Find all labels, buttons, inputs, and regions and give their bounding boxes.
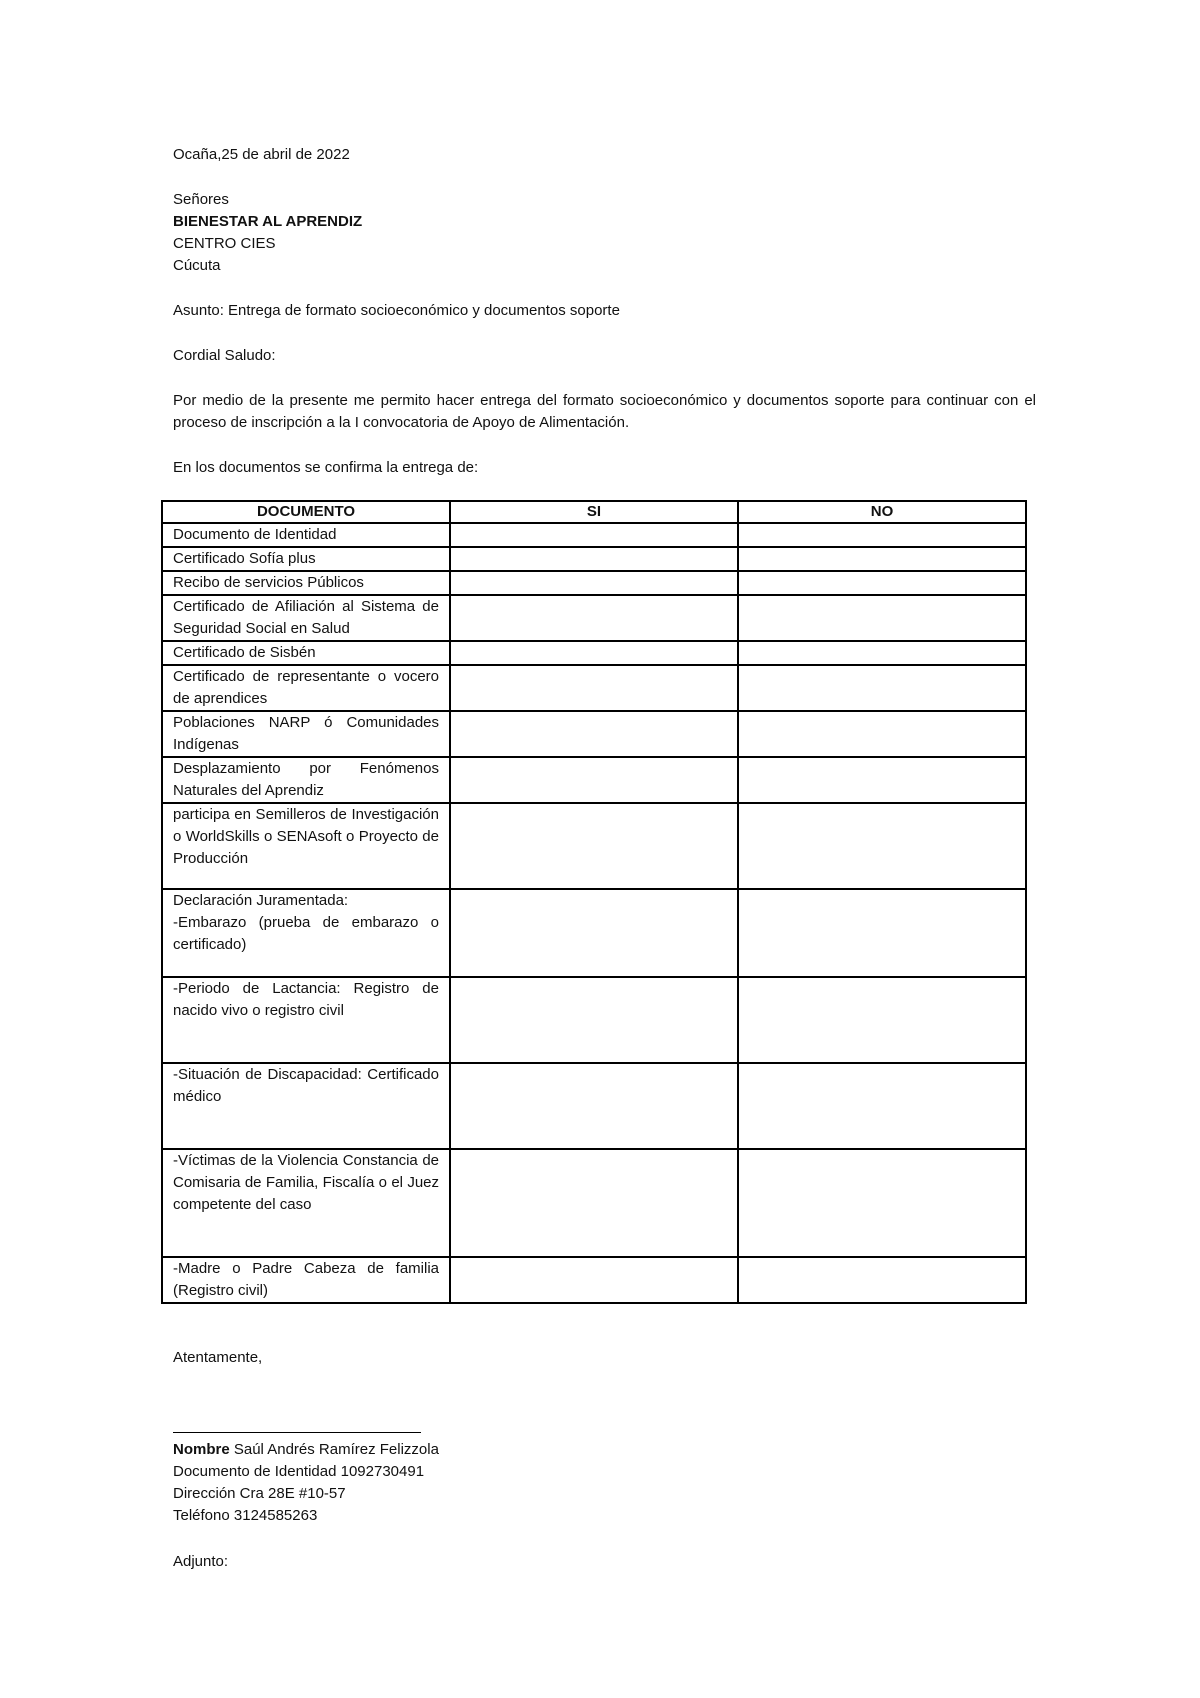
si-cell[interactable] (450, 757, 738, 803)
name-label: Nombre (173, 1441, 230, 1458)
table-row (162, 523, 1026, 547)
si-cell[interactable] (450, 641, 738, 665)
subject-line: Asunto: Entrega de formato socioeconómico y documentos soporte (173, 302, 620, 319)
si-cell[interactable] (450, 523, 738, 547)
table-row (162, 547, 1026, 571)
document-cell: -Víctimas de la Violencia Constancia de Comisaria de Familia, Fiscalía o el Juez competente del caso (162, 1149, 450, 1257)
no-cell[interactable] (738, 1149, 1026, 1257)
header-si: SI (450, 501, 738, 523)
table-row (162, 1149, 1026, 1257)
document-cell: Recibo de servicios Públicos (162, 571, 450, 595)
greeting: Cordial Saludo: (173, 347, 276, 364)
table-row (162, 595, 1026, 641)
no-cell[interactable] (738, 1063, 1026, 1149)
si-cell[interactable] (450, 1063, 738, 1149)
document-cell: Desplazamiento por Fenómenos Naturales del Aprendiz (162, 757, 450, 803)
documents-table (161, 500, 1027, 1304)
no-cell[interactable] (738, 595, 1026, 641)
no-cell[interactable] (738, 757, 1026, 803)
header-no: NO (738, 501, 1026, 523)
si-cell[interactable] (450, 547, 738, 571)
si-cell[interactable] (450, 803, 738, 889)
center-name: CENTRO CIES (173, 235, 276, 252)
table-row (162, 803, 1026, 889)
document-cell: -Situación de Discapacidad: Certificado médico (162, 1063, 450, 1149)
table-row (162, 1257, 1026, 1303)
no-cell[interactable] (738, 547, 1026, 571)
document-cell: -Madre o Padre Cabeza de familia (Registro civil) (162, 1257, 450, 1303)
signature-address: Dirección Cra 28E #10-57 (173, 1485, 346, 1502)
no-cell[interactable] (738, 977, 1026, 1063)
document-cell: Documento de Identidad (162, 523, 450, 547)
salutation-to: Señores (173, 191, 229, 208)
no-cell[interactable] (738, 665, 1026, 711)
si-cell[interactable] (450, 1257, 738, 1303)
table-intro: En los documentos se confirma la entrega de: (173, 459, 479, 476)
table-row (162, 977, 1026, 1063)
document-cell: participa en Semilleros de Investigación o WorldSkills o SENAsoft o Proyecto de Producción (162, 803, 450, 889)
si-cell[interactable] (450, 1149, 738, 1257)
table-header-row (162, 501, 1026, 523)
si-cell[interactable] (450, 977, 738, 1063)
table-row (162, 889, 1026, 977)
document-cell: Certificado de Afiliación al Sistema de Seguridad Social en Salud (162, 595, 450, 641)
document-cell: Declaración Juramentada: -Embarazo (prueba de embarazo o certificado) (162, 889, 450, 977)
signature-line (173, 1432, 421, 1433)
table-row (162, 1063, 1026, 1149)
no-cell[interactable] (738, 523, 1026, 547)
si-cell[interactable] (450, 711, 738, 757)
no-cell[interactable] (738, 803, 1026, 889)
document-cell: Certificado Sofía plus (162, 547, 450, 571)
closing: Atentamente, (173, 1349, 263, 1366)
no-cell[interactable] (738, 641, 1026, 665)
city: Cúcuta (173, 257, 221, 274)
table-row (162, 641, 1026, 665)
name-value: Saúl Andrés Ramírez Felizzola (229, 1441, 439, 1458)
table-row (162, 711, 1026, 757)
recipient: BIENESTAR AL APRENDIZ (173, 213, 363, 230)
si-cell[interactable] (450, 595, 738, 641)
signature-name (173, 1440, 439, 1460)
no-cell[interactable] (738, 711, 1026, 757)
si-cell[interactable] (450, 665, 738, 711)
body-paragraph: Por medio de la presente me permito hacer entrega del formato socioeconómico y documentos soporte para continuar con el proceso de inscripción a la I convocatoria de Apoyo de Alimentación. (173, 392, 1036, 431)
no-cell[interactable] (738, 571, 1026, 595)
signature-phone: Teléfono 3124585263 (173, 1507, 318, 1524)
table-row (162, 665, 1026, 711)
signature-id: Documento de Identidad 1092730491 (173, 1463, 425, 1480)
si-cell[interactable] (450, 571, 738, 595)
place-date: Ocaña,25 de abril de 2022 (173, 146, 350, 163)
document-cell: Certificado de representante o vocero de aprendices (162, 665, 450, 711)
header-document: DOCUMENTO (162, 501, 450, 523)
no-cell[interactable] (738, 1257, 1026, 1303)
table-row (162, 757, 1026, 803)
document-cell: Certificado de Sisbén (162, 641, 450, 665)
si-cell[interactable] (450, 889, 738, 977)
document-cell: -Periodo de Lactancia: Registro de nacido vivo o registro civil (162, 977, 450, 1063)
no-cell[interactable] (738, 889, 1026, 977)
attachment-label: Adjunto: (173, 1553, 229, 1570)
table-row (162, 571, 1026, 595)
document-cell: Poblaciones NARP ó Comunidades Indígenas (162, 711, 450, 757)
